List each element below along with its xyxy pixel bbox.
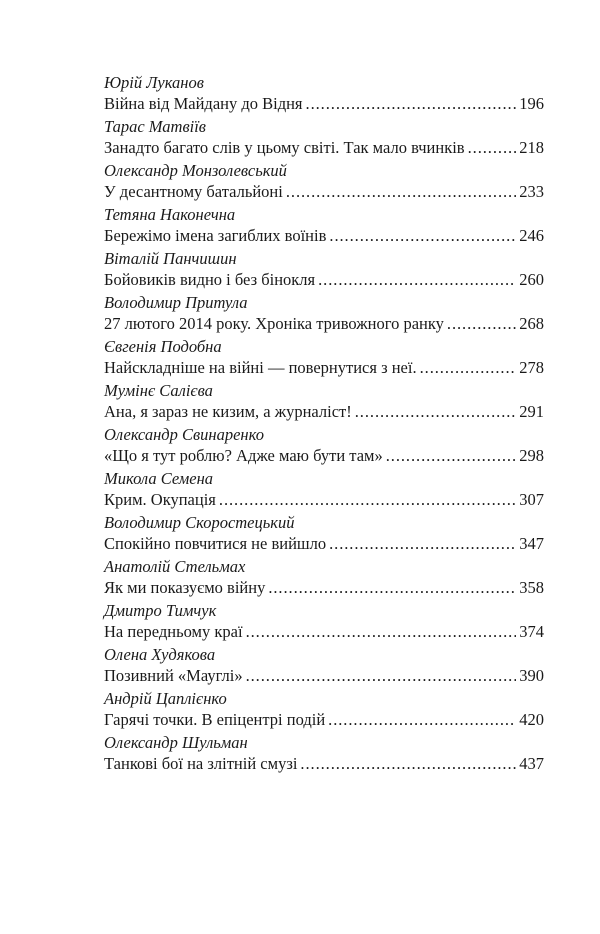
toc-entry xyxy=(104,733,544,777)
toc-entry xyxy=(104,557,544,601)
toc-title: Занадто багато слів у цьому світі. Так мало вчинків xyxy=(104,138,465,157)
toc-leader-dots xyxy=(329,533,516,555)
toc-page-number: 347 xyxy=(519,534,544,553)
toc-title: Війна від Майдану до Відня xyxy=(104,94,303,113)
toc-author: Олександр Монзолевський xyxy=(104,161,287,180)
toc-leader-dots xyxy=(246,665,517,687)
toc-leader-dots xyxy=(447,313,516,335)
toc-entry xyxy=(104,425,544,469)
toc-author: Євгенія Подобна xyxy=(104,337,222,356)
toc-leader-dots xyxy=(386,445,517,467)
toc-page-number: 233 xyxy=(519,182,544,201)
table-of-contents xyxy=(104,73,544,777)
toc-author: Олена Худякова xyxy=(104,645,216,664)
toc-leader-dots xyxy=(286,181,516,203)
toc-entry xyxy=(104,161,544,205)
toc-title: Спокійно повчитися не вийшло xyxy=(104,534,327,553)
toc-title: Крим. Окупація xyxy=(104,490,216,509)
toc-title: Бойовиків видно і без бінокля xyxy=(104,270,316,289)
toc-title: Ана, я зараз не кизим, а журналіст! xyxy=(104,402,352,421)
toc-line xyxy=(104,665,544,687)
toc-title: Танкові бої на злітній смузі xyxy=(104,754,298,773)
toc-page-number: 196 xyxy=(519,94,544,113)
toc-leader-dots xyxy=(468,137,517,159)
toc-page-number: 390 xyxy=(519,666,544,685)
toc-author: Олександр Шульман xyxy=(104,733,248,752)
toc-leader-dots xyxy=(328,709,516,731)
toc-author: Віталій Панчишин xyxy=(104,249,237,268)
toc-author: Тетяна Наконечна xyxy=(104,205,236,224)
toc-page-number: 437 xyxy=(519,754,544,773)
toc-line xyxy=(104,709,544,731)
toc-line xyxy=(104,93,544,115)
toc-author: Юрій Луканов xyxy=(104,73,204,92)
toc-leader-dots xyxy=(300,753,516,775)
toc-title: Гарячі точки. В епіцентрі подій xyxy=(104,710,326,729)
toc-page-number: 374 xyxy=(519,622,544,641)
toc-author: Анатолій Стельмах xyxy=(104,557,246,576)
toc-leader-dots xyxy=(246,621,517,643)
toc-leader-dots xyxy=(420,357,517,379)
toc-title: Найскладніше на війні — повернутися з неї. xyxy=(104,358,417,377)
toc-author: Олександр Свинаренко xyxy=(104,425,264,444)
toc-title: Позивний «Мауглі» xyxy=(104,666,243,685)
toc-author: Володимир Скоростецький xyxy=(104,513,295,532)
toc-title: На передньому краї xyxy=(104,622,243,641)
toc-line xyxy=(104,181,544,203)
toc-page-number: 246 xyxy=(519,226,544,245)
toc-line xyxy=(104,401,544,423)
toc-title: 27 лютого 2014 року. Хроніка тривожного ранку xyxy=(104,314,444,333)
toc-line xyxy=(104,489,544,511)
toc-line xyxy=(104,445,544,467)
toc-title: У десантному батальйоні xyxy=(104,182,283,201)
toc-title: Як ми показуємо війну xyxy=(104,578,266,597)
toc-page-number: 260 xyxy=(519,270,544,289)
toc-line xyxy=(104,533,544,555)
toc-entry xyxy=(104,73,544,117)
toc-page-number: 218 xyxy=(519,138,544,157)
toc-author: Тарас Матвіїв xyxy=(104,117,206,136)
toc-leader-dots xyxy=(306,93,517,115)
toc-entry xyxy=(104,601,544,645)
toc-line xyxy=(104,137,544,159)
toc-entry xyxy=(104,337,544,381)
toc-line xyxy=(104,753,544,775)
toc-entry xyxy=(104,469,544,513)
toc-leader-dots xyxy=(219,489,516,511)
toc-line xyxy=(104,313,544,335)
toc-page-number: 278 xyxy=(519,358,544,377)
toc-leader-dots xyxy=(268,577,516,599)
toc-entry xyxy=(104,293,544,337)
toc-page-number: 268 xyxy=(519,314,544,333)
toc-author: Мумінє Салієва xyxy=(104,381,213,400)
toc-entry xyxy=(104,249,544,293)
toc-entry xyxy=(104,513,544,557)
toc-title: «Що я тут роблю? Адже маю бути там» xyxy=(104,446,383,465)
toc-line xyxy=(104,225,544,247)
toc-leader-dots xyxy=(318,269,516,291)
toc-page-number: 358 xyxy=(519,578,544,597)
toc-entry xyxy=(104,645,544,689)
toc-page-number: 291 xyxy=(519,402,544,421)
toc-author: Микола Семена xyxy=(104,469,214,488)
toc-page-number: 298 xyxy=(519,446,544,465)
toc-line xyxy=(104,269,544,291)
toc-leader-dots xyxy=(355,401,517,423)
toc-entry xyxy=(104,117,544,161)
toc-author: Андрій Цаплієнко xyxy=(104,689,227,708)
toc-line xyxy=(104,357,544,379)
toc-line xyxy=(104,621,544,643)
toc-page-number: 307 xyxy=(519,490,544,509)
toc-author: Дмитро Тимчук xyxy=(104,601,217,620)
toc-leader-dots xyxy=(329,225,516,247)
toc-entry xyxy=(104,689,544,733)
toc-title: Бережімо імена загиблих воїнів xyxy=(104,226,327,245)
toc-page-number: 420 xyxy=(519,710,544,729)
toc-entry xyxy=(104,205,544,249)
toc-author: Володимир Притула xyxy=(104,293,248,312)
toc-entry xyxy=(104,381,544,425)
toc-line xyxy=(104,577,544,599)
